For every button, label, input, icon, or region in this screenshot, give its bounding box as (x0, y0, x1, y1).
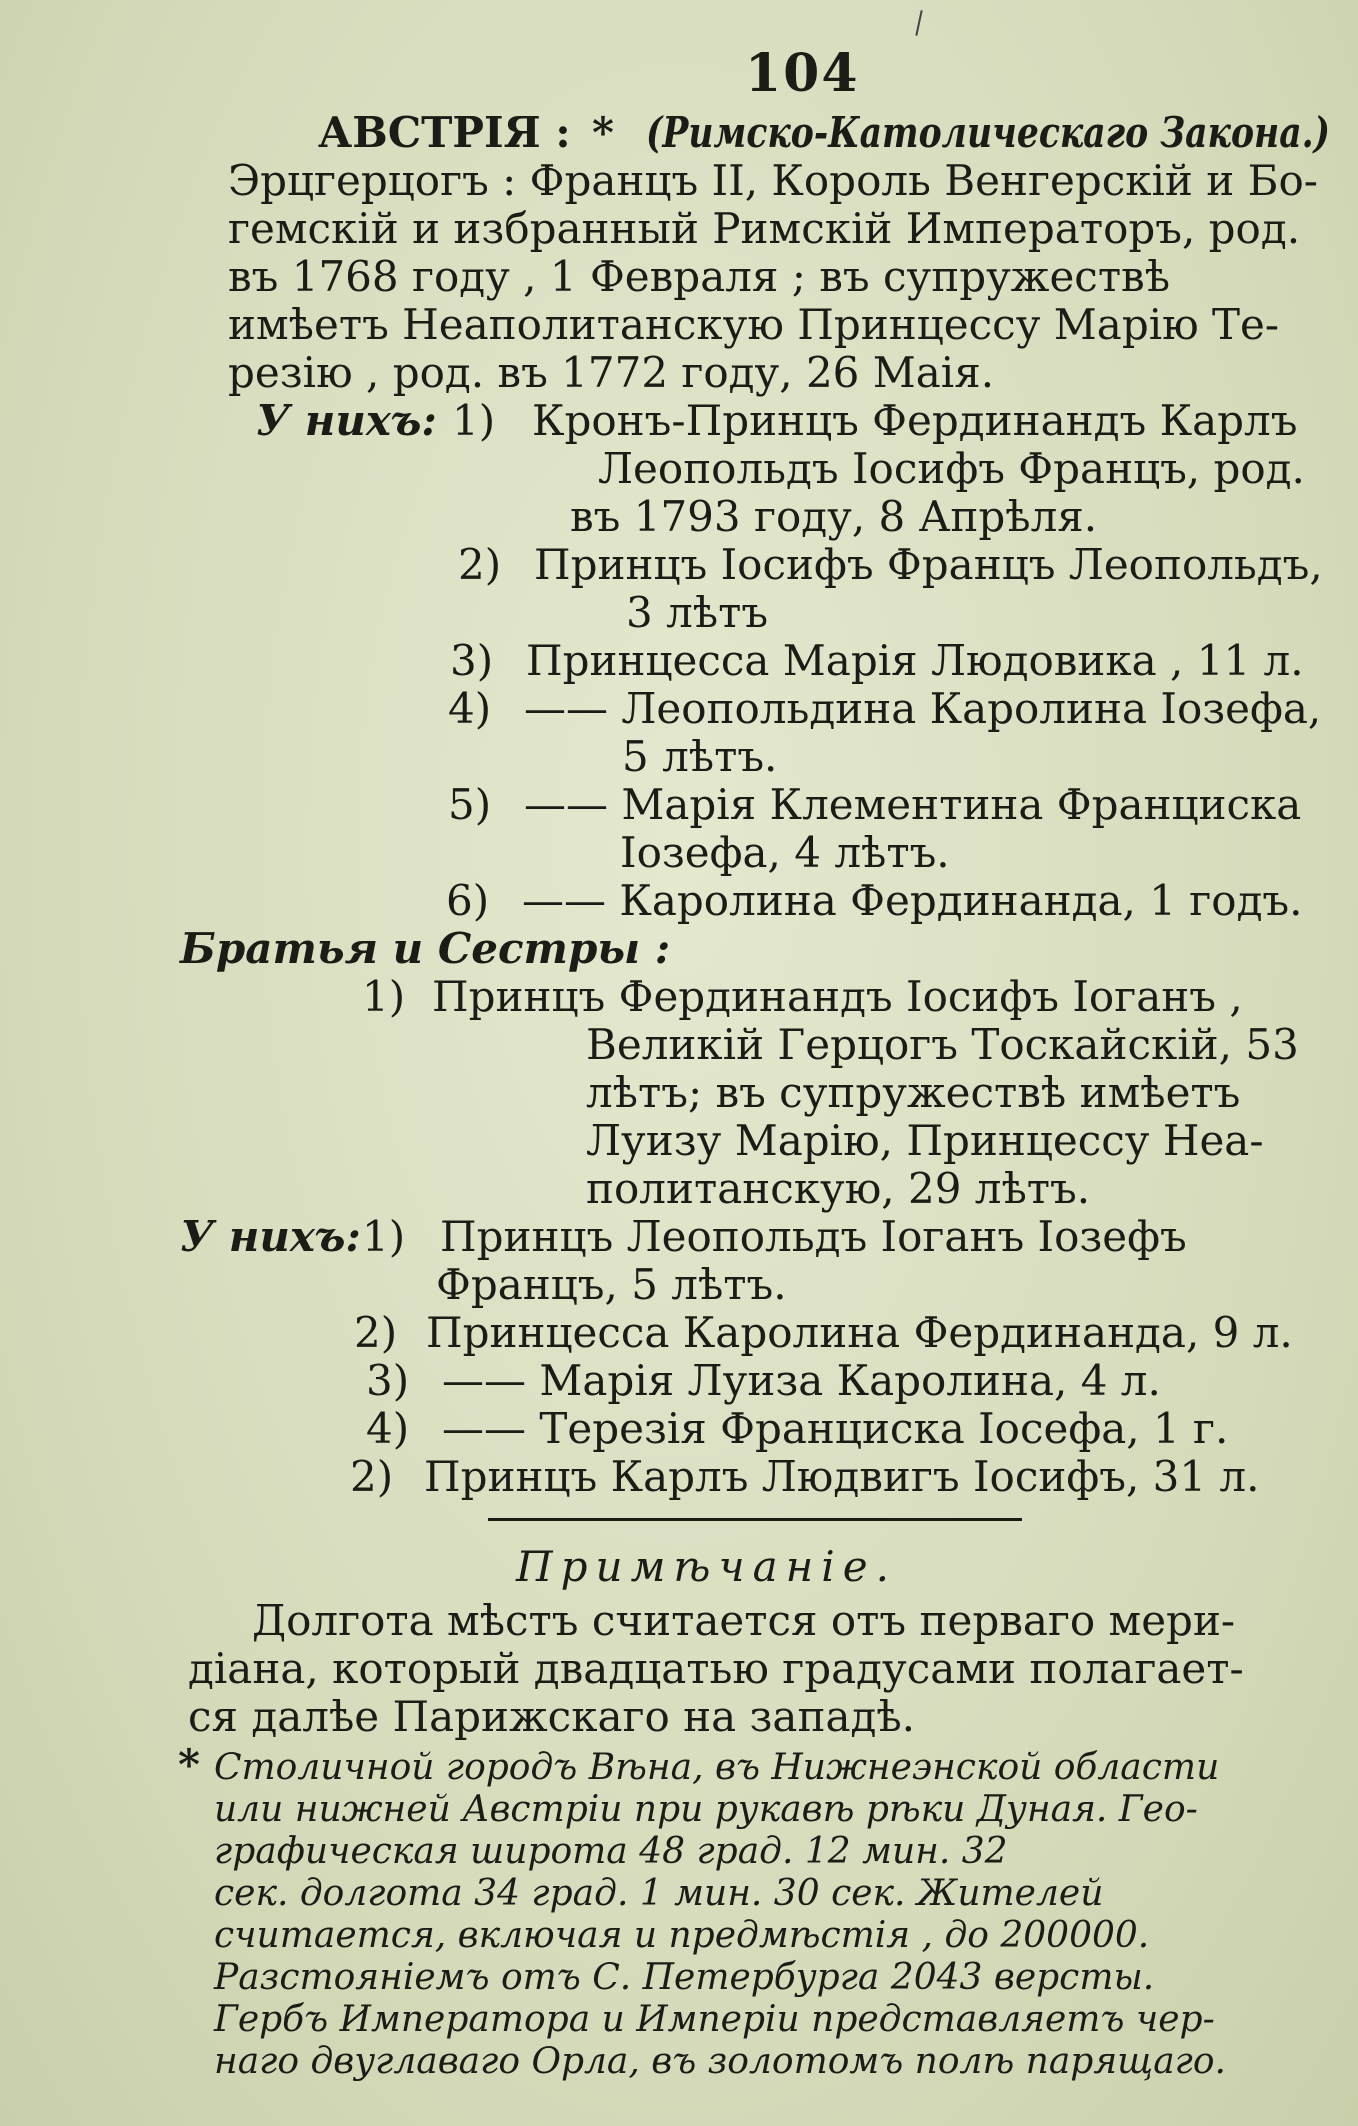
note-line: ся далѣе Парижскаго на западѣ. (188, 1692, 916, 1741)
footnote-marker: * (178, 1740, 200, 1789)
child-entry-line: въ 1793 году, 8 Апрѣля. (570, 492, 1098, 541)
nephew-entry-line: Принцесса Каролина Фердинанда, 9 л. (426, 1308, 1293, 1357)
ruler-line: гемскій и избранный Римскій Императоръ, род. (228, 204, 1301, 253)
sibling-number: 1) (362, 972, 406, 1021)
child-entry-line: Принцъ Іосифъ Францъ Леопольдъ, (534, 540, 1323, 589)
child-entry-line: Леопольдъ Іосифъ Францъ, род. (598, 444, 1305, 493)
sibling-entry-line: Принцъ Карлъ Людвигъ Іосифъ, 31 л. (424, 1452, 1260, 1501)
nephew-entry-line: —— Терезія Франциска Іосефа, 1 г. (442, 1404, 1229, 1453)
note-line: діана, который двадцатью градусами полагает- (188, 1644, 1244, 1693)
children-label: У нихъ: (256, 396, 437, 445)
ruler-line: въ 1768 году , 1 Февраля ; въ супружествѣ (228, 252, 1171, 301)
sibling-number: 2) (350, 1452, 394, 1501)
sibling-entry-line: политанскую, 29 лѣтъ. (586, 1164, 1091, 1213)
note-line: Долгота мѣстъ считается отъ перваго мери- (252, 1596, 1236, 1645)
sibling-entry-line: Луизу Марію, Принцессу Неа- (586, 1116, 1264, 1165)
heading-asterisk: * (592, 108, 614, 157)
child-entry-line: —— Марія Клементина Франциска (524, 780, 1302, 829)
footnote-line: или нижней Австріи при рукавѣ рѣки Дуная. Гео- (214, 1789, 1198, 1830)
child-number: 2) (458, 540, 502, 589)
ruler-line: имѣетъ Неаполитанскую Принцессу Марію Те- (228, 300, 1280, 349)
footnote-line: считается, включая и предмѣстія , до 200000. (214, 1915, 1150, 1956)
sibling-entry-line: Великій Герцогъ Тоскайскій, 53 (586, 1020, 1299, 1069)
sibling-entry-line: Принцъ Фердинандъ Іосифъ Іоганъ , (432, 972, 1243, 1021)
child-entry-line: 5 лѣтъ. (622, 732, 778, 781)
nephew-entry-line: Францъ, 5 лѣтъ. (436, 1260, 787, 1309)
footnote-line: графическая широта 48 град. 12 мин. 32 (214, 1831, 1008, 1872)
child-entry-line: Принцесса Марія Людовика , 11 л. (526, 636, 1304, 685)
child-entry-line: Кронъ-Принцъ Фердинандъ Карлъ (532, 396, 1298, 445)
nephew-number: 4) (366, 1404, 410, 1453)
ruler-line: резію , род. въ 1772 году, 26 Маія. (228, 348, 995, 397)
ruler-line: Эрцгерцогъ : Францъ II, Король Венгерскій и Бо- (228, 156, 1318, 205)
nephew-entry-line: —— Марія Луиза Каролина, 4 л. (442, 1356, 1161, 1405)
section-divider (488, 1518, 1022, 1521)
child-entry-line: Іозефа, 4 лѣтъ. (620, 828, 950, 877)
footnote-line: наго двуглаваго Орла, въ золотомъ полѣ парящаго. (214, 2041, 1226, 2082)
child-number: 3) (450, 636, 494, 685)
footnote-line: сек. долгота 34 град. 1 мин. 30 сек. Жителей (214, 1873, 1104, 1914)
page-number: 104 (745, 43, 860, 104)
child-entry-line: —— Леопольдина Каролина Іозефа, (524, 684, 1322, 733)
nephew-number: 2) (354, 1308, 398, 1357)
nephew-number: 3) (366, 1356, 410, 1405)
child-entry-line: 3 лѣтъ (626, 588, 769, 637)
child-number: 1) (452, 396, 496, 445)
nephew-entry-line: Принцъ Леопольдъ Іоганъ Іозефъ (440, 1212, 1187, 1261)
religion-subheading: (Римско-Католическаго Закона.) (646, 108, 1330, 157)
siblings-label: Братья и Сестры : (180, 924, 671, 973)
nephews-label: У нихъ: (180, 1212, 361, 1261)
nephew-number: 1) (362, 1212, 406, 1261)
ink-mark (915, 10, 922, 36)
footnote-line: Гербъ Императора и Имперіи представляетъ чер- (214, 1999, 1215, 2040)
footnote-line: Разстояніемъ отъ С. Петербурга 2043 версты. (214, 1957, 1155, 1998)
child-entry-line: —— Каролина Фердинанда, 1 годъ. (522, 876, 1303, 925)
note-title: Примѣчаніе. (516, 1542, 897, 1591)
child-number: 6) (446, 876, 490, 925)
child-number: 4) (448, 684, 492, 733)
footnote-line: Столичной городъ Вѣна, въ Нижнеэнской области (214, 1747, 1220, 1788)
child-number: 5) (448, 780, 492, 829)
country-heading: АВСТРІЯ : (318, 108, 571, 157)
sibling-entry-line: лѣтъ; въ супружествѣ имѣетъ (586, 1068, 1241, 1117)
